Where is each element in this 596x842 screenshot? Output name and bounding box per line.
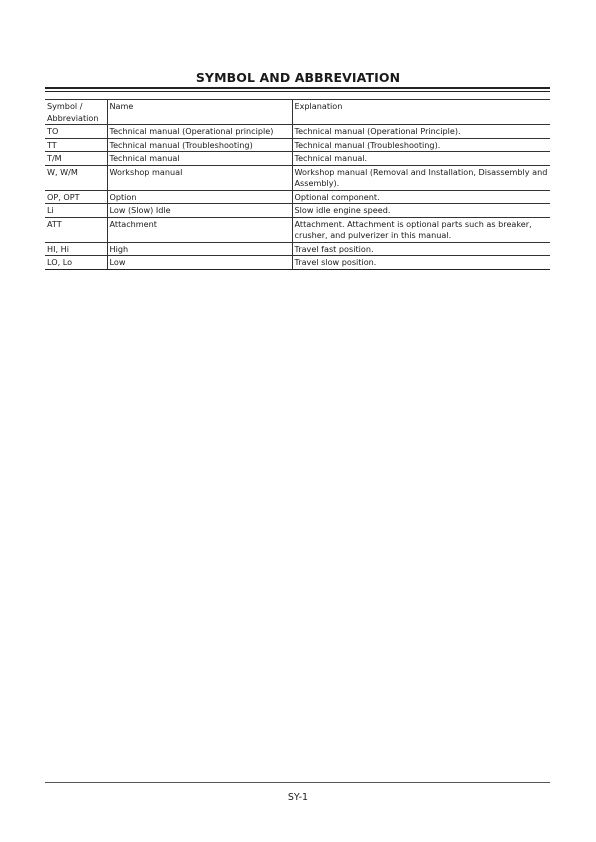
footer-rule (45, 782, 550, 783)
cell-symbol: ATT (45, 217, 107, 242)
cell-name: Low (107, 256, 292, 270)
abbreviation-table (45, 99, 550, 270)
table-row (45, 152, 550, 166)
cell-explanation: Technical manual. (292, 152, 550, 166)
cell-explanation: Travel fast position. (292, 242, 550, 256)
title-rule-thin (45, 91, 550, 92)
cell-symbol: OP, OPT (45, 190, 107, 204)
cell-name: High (107, 242, 292, 256)
table-row (45, 190, 550, 204)
cell-explanation: Slow idle engine speed. (292, 204, 550, 218)
table-row (45, 242, 550, 256)
table-row (45, 204, 550, 218)
table-row (45, 256, 550, 270)
cell-name: Option (107, 190, 292, 204)
cell-name: Technical manual (Operational principle) (107, 125, 292, 139)
cell-symbol: TT (45, 138, 107, 152)
table-row (45, 217, 550, 242)
cell-name: Technical manual (107, 152, 292, 166)
cell-name: Technical manual (Troubleshooting) (107, 138, 292, 152)
cell-name: Attachment (107, 217, 292, 242)
page-number: SY-1 (287, 792, 309, 803)
cell-explanation: Travel slow position. (292, 256, 550, 270)
title-rule-thick (45, 87, 550, 89)
page-title: SYMBOL AND ABBREVIATION (195, 70, 401, 85)
cell-symbol: T/M (45, 152, 107, 166)
cell-explanation: Technical manual (Operational Principle). (292, 125, 550, 139)
table-row (45, 138, 550, 152)
table-header-row (45, 100, 550, 125)
cell-name: Workshop manual (107, 165, 292, 190)
cell-symbol: Li (45, 204, 107, 218)
header-explanation: Explanation (292, 100, 550, 125)
cell-explanation: Attachment. Attachment is optional parts such as breaker, crusher, and pulverizer in this manual. (292, 217, 550, 242)
cell-symbol: LO, Lo (45, 256, 107, 270)
table-row (45, 125, 550, 139)
cell-symbol: W, W/M (45, 165, 107, 190)
table-row (45, 165, 550, 190)
cell-explanation: Technical manual (Troubleshooting). (292, 138, 550, 152)
cell-symbol: TO (45, 125, 107, 139)
header-symbol: Symbol / Abbreviation (45, 100, 107, 125)
cell-symbol: HI, Hi (45, 242, 107, 256)
cell-name: Low (Slow) Idle (107, 204, 292, 218)
cell-explanation: Optional component. (292, 190, 550, 204)
header-name: Name (107, 100, 292, 125)
cell-explanation: Workshop manual (Removal and Installation, Disassembly and Assembly). (292, 165, 550, 190)
